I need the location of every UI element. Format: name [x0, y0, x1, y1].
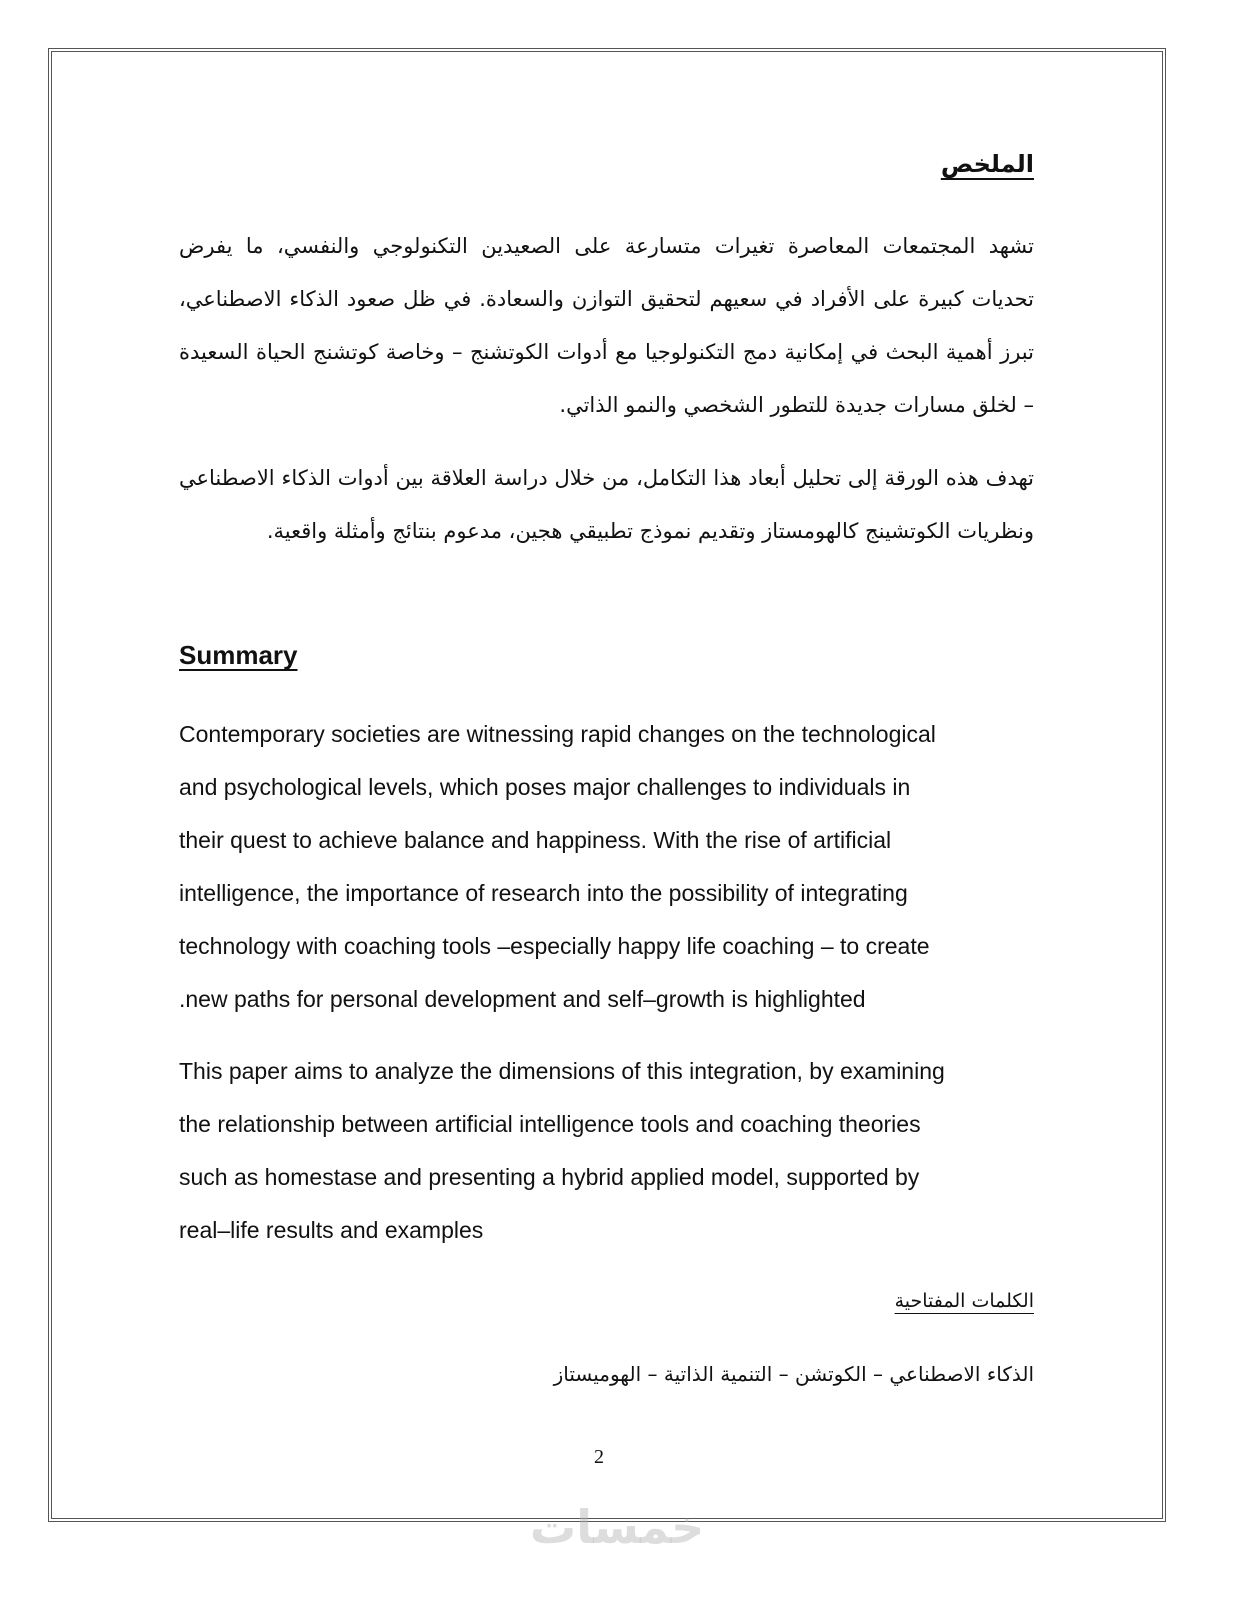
text-line: This paper aims to analyze the dimensions of this integration, by examining	[179, 1058, 945, 1084]
english-summary-heading: Summary	[179, 640, 298, 670]
arabic-abstract-paragraph-2: تهدف هذه الورقة إلى تحليل أبعاد هذا التكامل، من خلال دراسة العلاقة بين أدوات الذكاء الاصطناعي ونظريات الكوتشينج كالهومستاز وتقديم نموذج تطبيقي هجين، مدعوم بنتائج وأمثلة واقعية.	[179, 466, 1034, 543]
text-line: and psychological levels, which poses major challenges to individuals in	[179, 774, 911, 800]
text-line: .new paths for personal development and self–growth is highlighted	[179, 986, 866, 1012]
english-summary-paragraph-1	[179, 708, 1034, 1026]
arabic-abstract-paragraph-1: تشهد المجتمعات المعاصرة تغيرات متسارعة على الصعيدين التكنولوجي والنفسي، ما يفرض تحديات كبيرة على الأفراد في سعيهم لتحقيق التوازن والسعادة. في ظل صعود الذكاء الاصطناعي، تبرز أهمية البحث في إمكانية دمج التكنولوجيا مع أدوات الكوتشنج – وخاصة كوتشنج الحياة السعيدة – لخلق مسارات جديدة للتطور الشخصي والنمو الذاتي.	[179, 234, 1034, 417]
text-line: the relationship between artificial intelligence tools and coaching theories	[179, 1111, 921, 1137]
text-line: such as homestase and presenting a hybrid applied model, supported by	[179, 1164, 920, 1190]
keywords-list: الذكاء الاصطناعي – الكوتشن – التنمية الذاتية – الهوميستاز	[553, 1362, 1034, 1386]
text-line: technology with coaching tools –especially happy life coaching – to create	[179, 933, 930, 959]
page-number: 2	[594, 1446, 604, 1468]
keywords-label: الكلمات المفتاحية	[894, 1290, 1034, 1312]
arabic-abstract-heading: الملخص	[940, 150, 1034, 178]
text-line: their quest to achieve balance and happiness. With the rise of artificial	[179, 827, 892, 853]
english-summary-paragraph-2	[179, 1045, 1034, 1257]
text-line: intelligence, the importance of research into the possibility of integrating	[179, 880, 908, 906]
text-line: Contemporary societies are witnessing rapid changes on the technological	[179, 721, 936, 747]
watermark-logo: خمسات	[530, 1500, 705, 1554]
text-line: real–life results and examples	[179, 1217, 484, 1243]
